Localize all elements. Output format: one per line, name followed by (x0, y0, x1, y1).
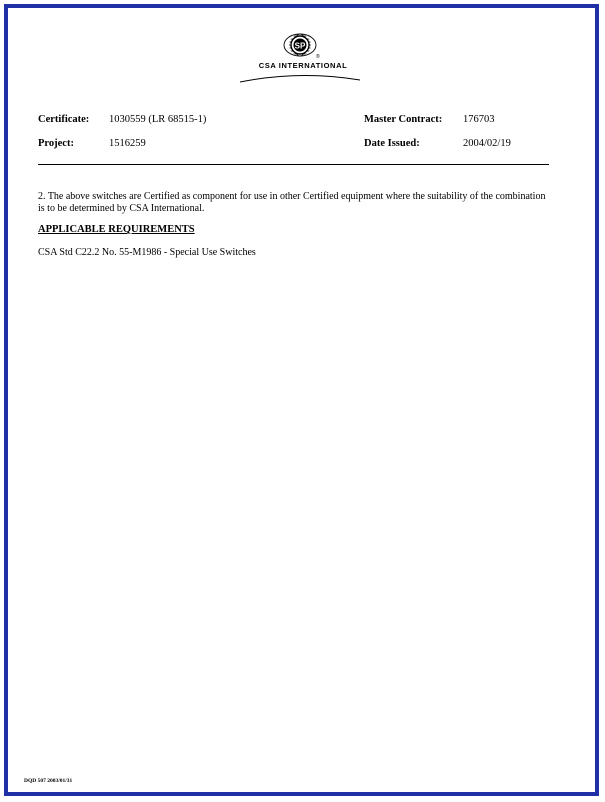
certificate-value: 1030559 (LR 68515-1) (109, 114, 207, 125)
date-issued-value: 2004/02/19 (463, 138, 511, 149)
body-paragraph: 2. The above switches are Certified as component for use in other Certified equipment where the suitability of the combination is to be determined by CSA International. (38, 191, 546, 214)
master-contract-label: Master Contract: (364, 114, 443, 125)
section-heading: APPLICABLE REQUIREMENTS (38, 224, 195, 235)
logo-text: CSA INTERNATIONAL (258, 61, 348, 70)
form-code: DQD 507 2003/01/31 (24, 778, 73, 784)
logo-registered: ® (316, 54, 320, 60)
header-divider (38, 164, 549, 165)
project-label: Project: (38, 138, 74, 149)
date-issued-label: Date Issued: (364, 138, 420, 149)
logo-swoosh (238, 72, 362, 84)
page-border (4, 4, 599, 796)
logo-mark: SP (294, 41, 306, 51)
certificate-label: Certificate: (38, 114, 90, 125)
requirement-item: CSA Std C22.2 No. 55-M1986 - Special Use Switches (38, 247, 256, 258)
project-value: 1516259 (109, 138, 146, 149)
master-contract-value: 176703 (463, 114, 495, 125)
